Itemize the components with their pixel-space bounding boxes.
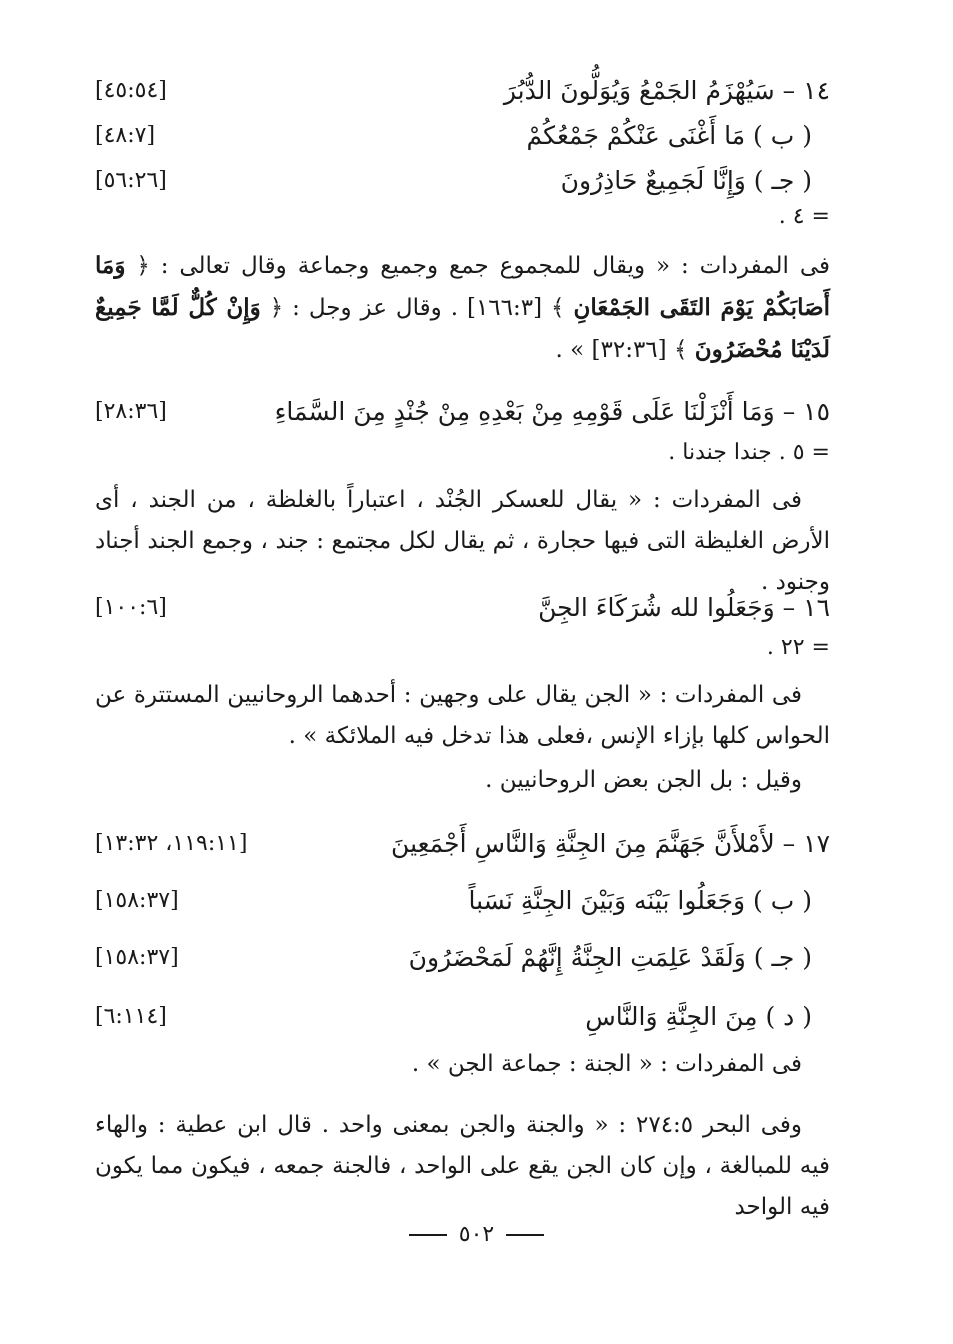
- verse-text: ١٧ – لأَمْلأَنَّ جَهَنَّمَ مِنَ الجِنَّةِ وَالنَّاسِ أَجْمَعِينَ: [391, 828, 830, 858]
- commentary-paragraph-3: فى المفردات : « الجن يقال على وجهين : أحدهما الروحانيين المستترة عن الحواس كلها بإزاء الإنس ،فعلى هذا تدخل فيه الملائكة » .: [95, 682, 830, 749]
- page-number: ٥٠٢: [458, 1222, 495, 1247]
- verse-text: ١٦ – وَجَعَلُوا لله شُرَكَاءَ الجِنَّ: [538, 592, 830, 622]
- verse-reference: [١١٩:١١، ١٣:٣٢]: [95, 830, 248, 856]
- footer-dash: [506, 1234, 544, 1236]
- verse-entry-17: [95, 820, 830, 866]
- count-line-15: = ٥ . جندا جندنا .: [668, 440, 830, 465]
- quran-quote: وَإِنْ كُلٌّ لَمَّا جَمِيعٌ لَدَيْنَا مُحْضَرُونَ: [95, 294, 830, 363]
- verse-entry-17-j: [95, 934, 830, 980]
- verse-entry-17-d: [95, 993, 830, 1039]
- commentary-paragraph-2: فى المفردات : « يقال للعسكر الجُنْد ، اعتباراً بالغلظة ، من الجند ، أى الأرض الغليظة التى فيها حجارة ، ثم يقال لكل مجتمع : جند ، وجمع الجند أجناد وجنود .: [95, 487, 830, 595]
- verse-text: ( جـ ) وَلَقَدْ عَلِمَتِ الجِنَّةُ إِنَّهُمْ لَمَحْضَرُونَ: [408, 942, 812, 972]
- verse-reference: [٤٥:٥٤]: [95, 77, 167, 103]
- paragraph-text: ﴾ [٣٢:٣٦] » .: [555, 337, 695, 363]
- verse-text: ( د ) مِنَ الجِنَّةِ وَالنَّاسِ: [585, 1001, 812, 1031]
- verse-entry-16: [95, 584, 830, 630]
- commentary-paragraph-1: [95, 245, 830, 371]
- count-line-14: = ٤ .: [778, 204, 830, 229]
- verse-reference: [١٥٨:٣٧]: [95, 887, 179, 913]
- count-line-16: = ٢٢ .: [766, 635, 830, 660]
- verse-reference: [٤٨:٧]: [95, 122, 156, 148]
- paragraph-text: فى المفردات : « ويقال للمجموع جمع وجميع وجماعة وقال تعالى : ﴿: [125, 253, 830, 279]
- verse-text: ( ب ) مَا أَغْنَى عَنْكُمْ جَمْعُكُمْ: [526, 120, 812, 150]
- page-footer: [0, 1222, 953, 1247]
- verse-reference: [٦:١١٤]: [95, 1003, 167, 1029]
- verse-entry-15: [95, 388, 830, 434]
- quran-quote: وَمَا أَصَابَكُمْ يَوْمَ التَقَى الجَمْعَانِ: [95, 252, 830, 321]
- verse-entry-17-b: [95, 877, 830, 923]
- verse-reference: [٢٨:٣٦]: [95, 398, 167, 424]
- verse-reference: [١٥٨:٣٧]: [95, 944, 179, 970]
- verse-text: ( جـ ) وَإِنَّا لَجَمِيعٌ حَاذِرُونَ: [560, 165, 812, 195]
- verse-reference: [١٠٠:٦]: [95, 594, 167, 620]
- footer-dash: [409, 1234, 447, 1236]
- verse-reference: [٥٦:٢٦]: [95, 167, 167, 193]
- verse-text: ( ب ) وَجَعَلُوا بَيْنَه وَبَيْنَ الجِنَّةِ نَسَباً: [468, 885, 812, 915]
- verse-text: ١٤ – سَيُهْزَمُ الجَمْعُ وَيُوَلُّونَ الدُّبُرَ: [503, 75, 830, 105]
- commentary-paragraph-4: فى المفردات : « الجنة : جماعة الجن » .: [411, 1051, 802, 1077]
- verse-entry-14-b: [95, 112, 830, 158]
- verse-entry-14-j: [95, 157, 830, 203]
- commentary-paragraph-3-cont: وقيل : بل الجن بعض الروحانيين .: [485, 767, 802, 793]
- paragraph-text: ﴾ [١٦٦:٣] . وقال عز وجل : ﴿: [260, 295, 574, 321]
- verse-text: ١٥ – وَمَا أَنْزَلْنَا عَلَى قَوْمِهِ مِنْ بَعْدِهِ مِنْ جُنْدٍ مِنَ السَّمَاءِ: [274, 396, 830, 426]
- verse-entry-14: [95, 67, 830, 113]
- commentary-paragraph-5: وفى البحر ٢٧٤:٥ : « والجنة والجن بمعنى واحد . قال ابن عطية : والهاء فيه للمبالغة ، وإن كان الجن يقع على الواحد ، فالجنة جمعه ، فيكون مما يكون فيه الواحد: [95, 1112, 830, 1220]
